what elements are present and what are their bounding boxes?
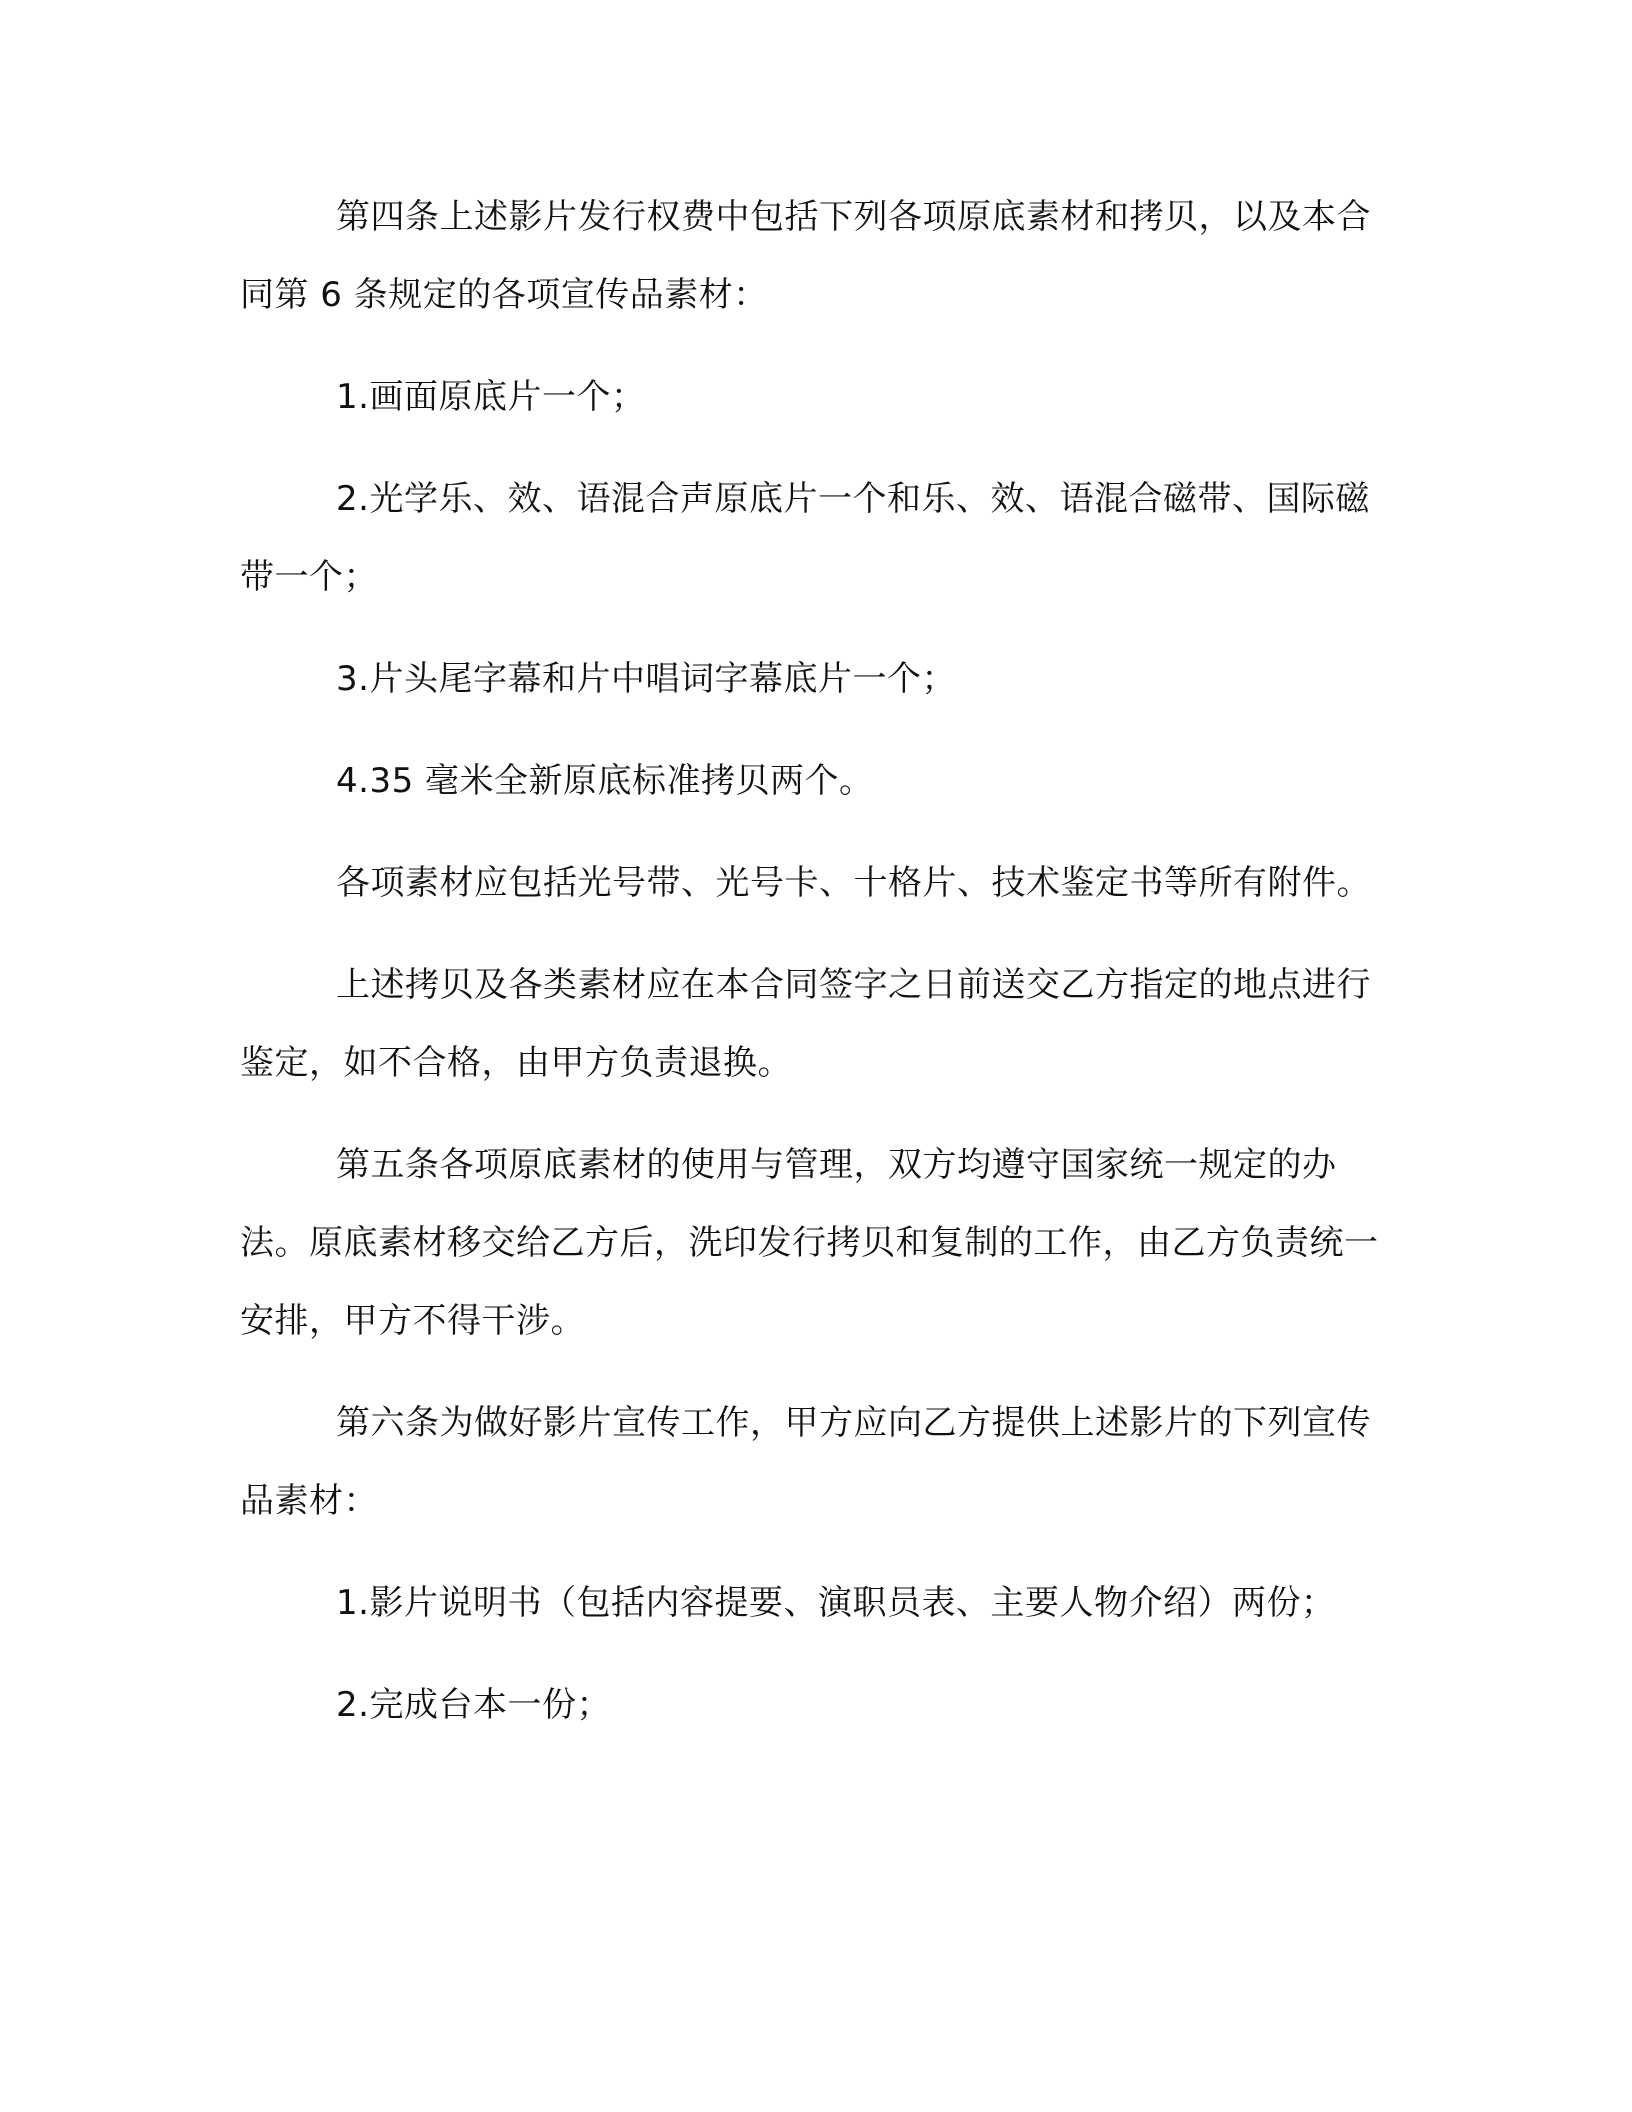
- list-item-film-brochure: 1.影片说明书（包括内容提要、演职员表、主要人物介绍）两份；: [336, 1583, 1336, 1623]
- list-item-title-negative: 3.片头尾字幕和片中唱词字幕底片一个；: [336, 659, 956, 699]
- list-item-script: 2.完成台本一份；: [336, 1685, 611, 1725]
- paragraph-attachments: 各项素材应包括光号带、光号卡、十格片、技术鉴定书等所有附件。: [336, 863, 1371, 903]
- list-item-picture-negative: 1.画面原底片一个；: [336, 377, 646, 417]
- paragraph-inspection: 上述拷贝及各类素材应在本合同签字之日前送交乙方指定的地点进行鉴定，如不合格，由甲方负责退换。: [240, 965, 1371, 1083]
- paragraph-article-4: 第四条上述影片发行权费中包括下列各项原底素材和拷贝，以及本合同第 6 条规定的各项宣传品素材：: [240, 197, 1371, 315]
- paragraph-article-6: 第六条为做好影片宣传工作，甲方应向乙方提供上述影片的下列宣传品素材：: [240, 1403, 1371, 1521]
- contract-text: [240, 178, 1390, 1768]
- list-item-standard-copies: 4.35 毫米全新原底标准拷贝两个。: [336, 761, 874, 801]
- paragraph-article-5: 第五条各项原底素材的使用与管理，双方均遵守国家统一规定的办法。原底素材移交给乙方后，洗印发行拷贝和复制的工作，由乙方负责统一安排，甲方不得干涉。: [240, 1145, 1379, 1341]
- list-item-sound-negative: 2.光学乐、效、语混合声原底片一个和乐、效、语混合磁带、国际磁带一个；: [240, 479, 1370, 597]
